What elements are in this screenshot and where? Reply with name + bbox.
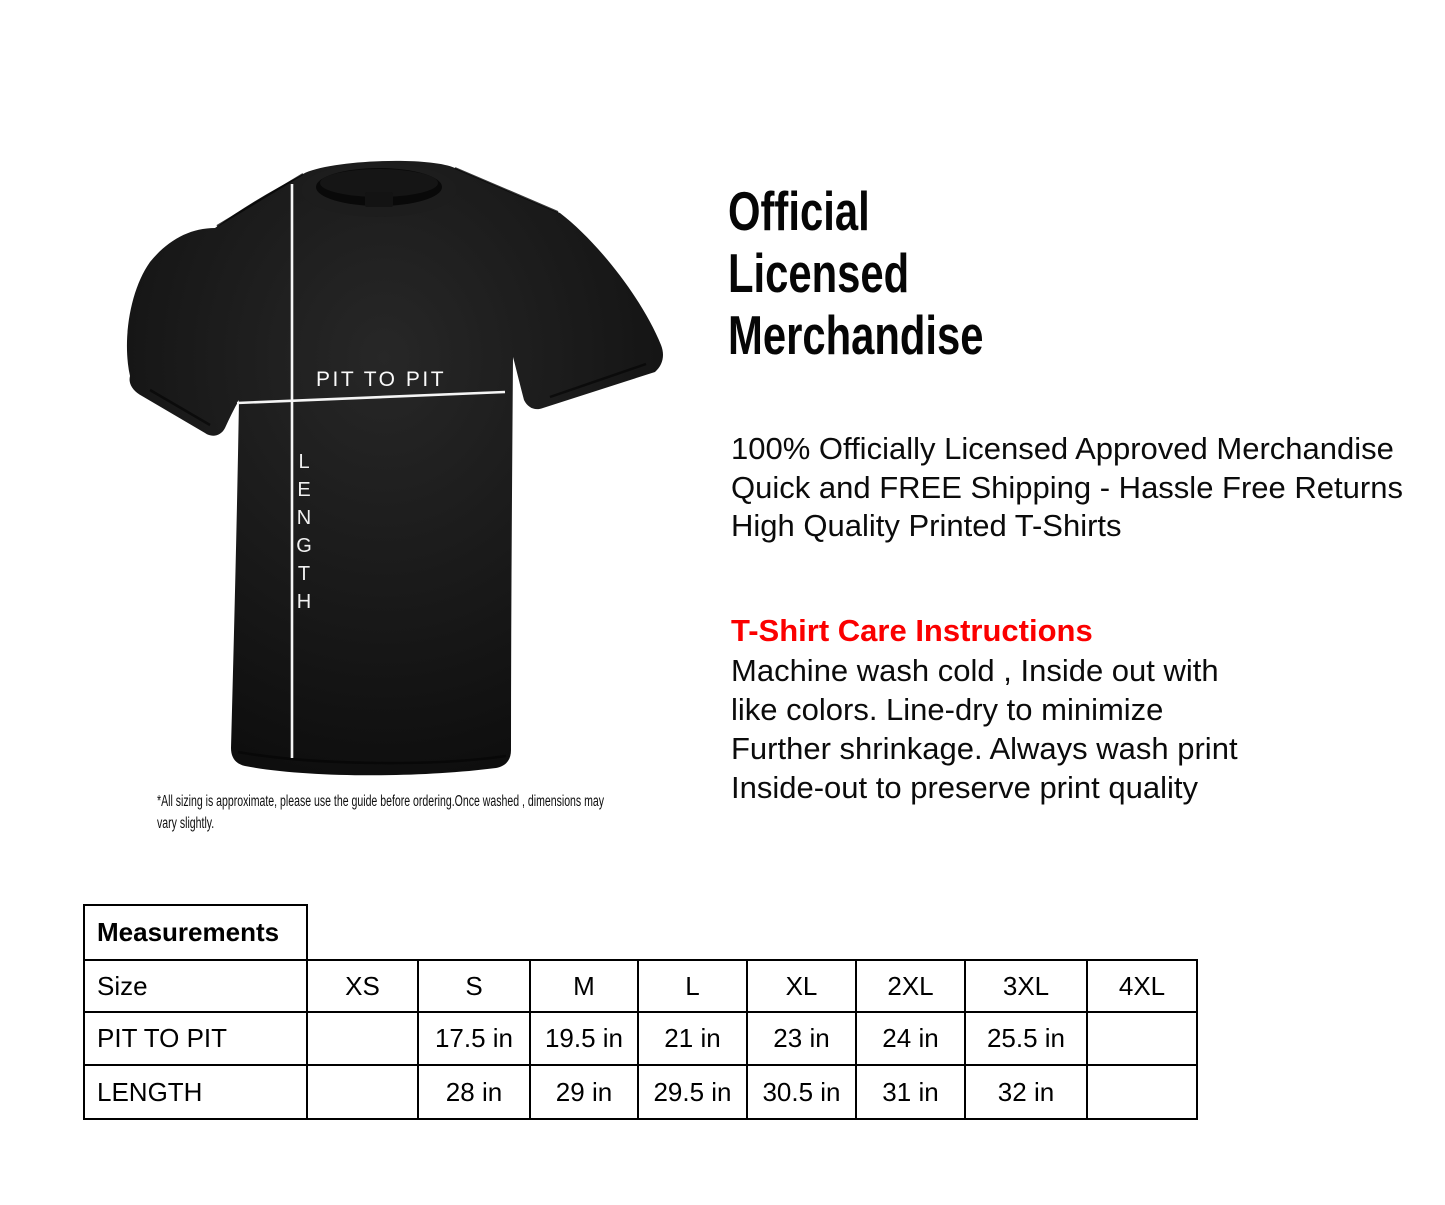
intro-line: 100% Officially Licensed Approved Merchandise: [731, 431, 1394, 466]
headline-line: Merchandise: [728, 304, 984, 366]
measurements-title-cell: [83, 904, 308, 961]
care-line: like colors. Line-dry to minimize: [731, 692, 1164, 727]
headline-line: Licensed: [728, 242, 910, 304]
length-value-2xl: 31 in: [856, 1065, 965, 1119]
care-instructions-text: [731, 651, 1238, 807]
intro-line: Quick and FREE Shipping - Hassle Free Returns: [731, 469, 1403, 505]
care-line: Further shrinkage. Always wash print: [731, 731, 1238, 766]
pit-value-s: 17.5 in: [418, 1012, 530, 1065]
care-instructions-title: T-Shirt Care Instructions: [731, 613, 1093, 648]
size-row-label: Size: [84, 960, 307, 1012]
size-col-header-xs: XS: [307, 960, 418, 1012]
length-letter: N: [296, 507, 312, 529]
length-letter: E: [297, 479, 311, 501]
size-col-header-l: L: [638, 960, 747, 1012]
pit-value-m: 19.5 in: [530, 1012, 638, 1065]
size-col-header-xl: XL: [747, 960, 856, 1012]
length-value-s: 28 in: [418, 1065, 530, 1119]
sizing-disclaimer-line: *All sizing is approximate, please use the guide before ordering.Once washed , dimensions may: [157, 793, 605, 810]
size-col-header-s: S: [418, 960, 530, 1012]
size-col-header-2xl: 2XL: [856, 960, 965, 1012]
size-col-header-m: M: [530, 960, 638, 1012]
size-col-header-3xl: 3XL: [965, 960, 1087, 1012]
pit-value-l: 21 in: [638, 1012, 747, 1065]
pit-row-label: PIT TO PIT: [84, 1012, 307, 1065]
pit-value-xs: [307, 1012, 418, 1065]
length-letter: G: [296, 535, 312, 557]
headline: [728, 180, 1064, 366]
length-value-xs: [307, 1065, 418, 1119]
neck-tag: [365, 192, 393, 207]
headline-line: Official: [728, 180, 870, 242]
length-value-xl: 30.5 in: [747, 1065, 856, 1119]
tshirt-size-guide-image: [118, 150, 663, 785]
sizing-disclaimer: [157, 791, 606, 834]
length-row-label: LENGTH: [84, 1065, 307, 1119]
sizing-disclaimer-line: vary slightly.: [157, 814, 215, 832]
pit-value-xl: 23 in: [747, 1012, 856, 1065]
table-row-size: [84, 960, 1197, 1012]
length-value-3xl: 32 in: [965, 1065, 1087, 1119]
measurements-title: Measurements: [97, 917, 280, 947]
pit-value-4xl: [1087, 1012, 1197, 1065]
intro-text: [731, 430, 1403, 546]
pit-value-2xl: 24 in: [856, 1012, 965, 1065]
length-value-m: 29 in: [530, 1065, 638, 1119]
table-row-pit-to-pit: [84, 1012, 1197, 1065]
pit-value-3xl: 25.5 in: [965, 1012, 1087, 1065]
care-line: Inside-out to preserve print quality: [731, 770, 1198, 805]
tshirt-body: [127, 161, 663, 775]
pit-to-pit-label: PIT TO PIT: [315, 368, 447, 391]
length-value-l: 29.5 in: [638, 1065, 747, 1119]
care-line: Machine wash cold , Inside out with: [731, 653, 1219, 688]
measurements-table: [83, 959, 1198, 1120]
length-letter: L: [298, 451, 310, 473]
intro-line: High Quality Printed T-Shirts: [731, 508, 1122, 543]
length-letter: H: [296, 591, 312, 613]
length-value-4xl: [1087, 1065, 1197, 1119]
length-letter: T: [297, 563, 311, 585]
table-row-length: [84, 1065, 1197, 1119]
size-col-header-4xl: 4XL: [1087, 960, 1197, 1012]
tshirt-graphic: [118, 150, 663, 785]
